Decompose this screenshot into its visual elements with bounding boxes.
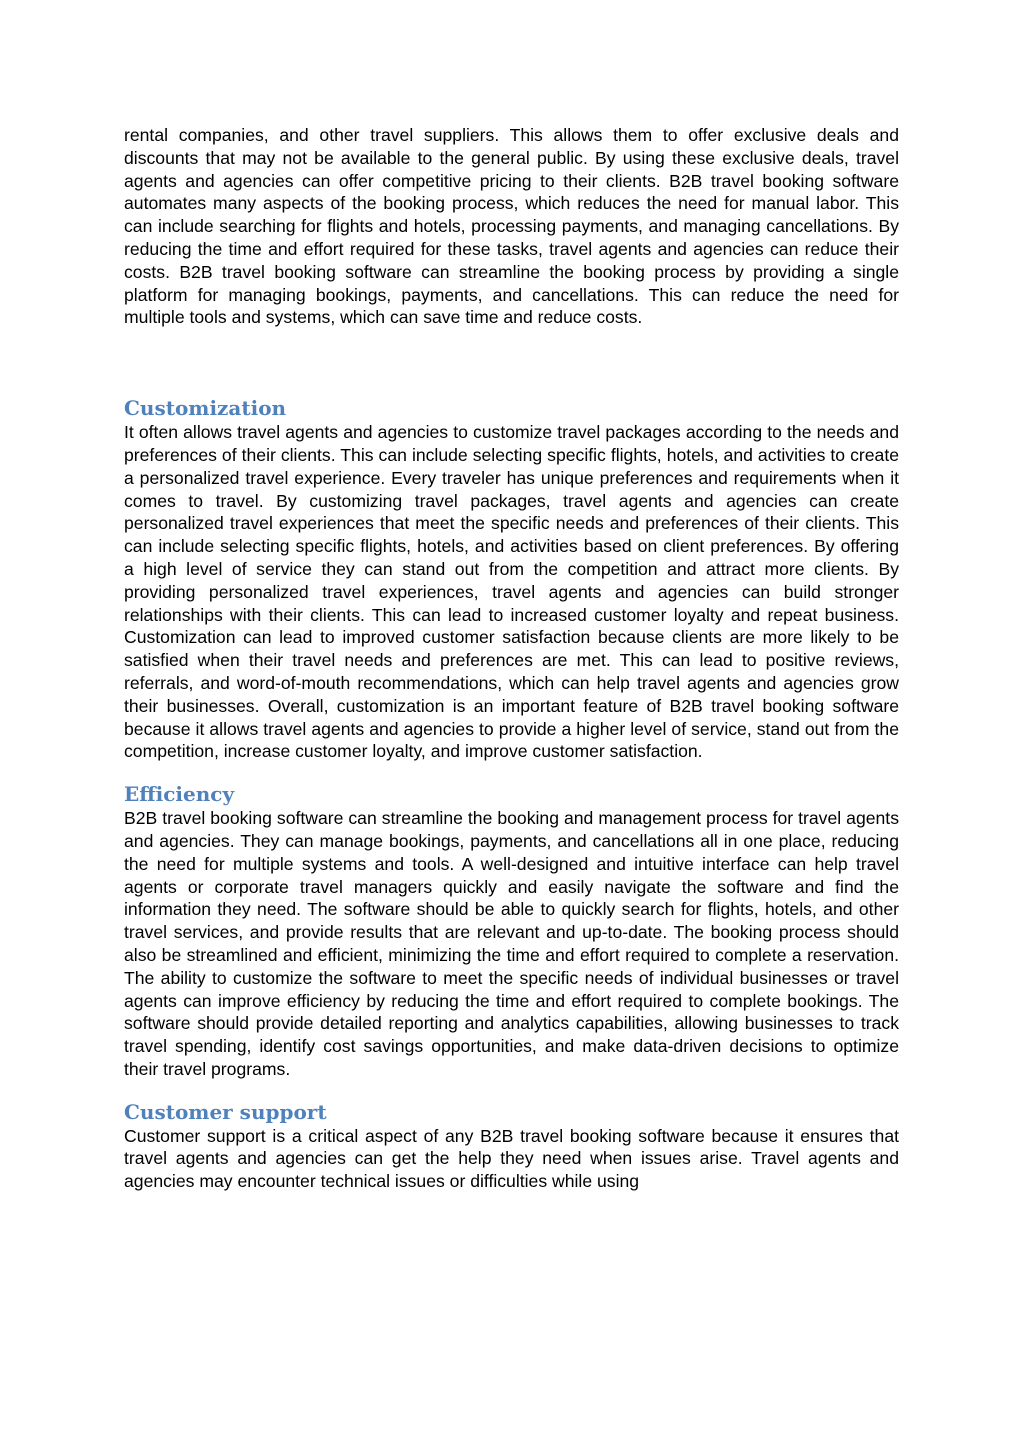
intro-paragraph: rental companies, and other travel suppliers. This allows them to offer exclusive deals and discounts that may not be available to the general public. By using these exclusive deals, travel agents and agencies can offer competitive pricing to their clients. B2B travel booking software automates many aspects of the booking process, which reduces the need for manual labor. This can include searching for flights and hotels, processing payments, and managing cancellations. By reducing the time and effort required for these tasks, travel agents and agencies can reduce their costs. B2B travel booking software can streamline the booking process by providing a single platform for managing bookings, payments, and cancellations. This can reduce the need for multiple tools and systems, which can save time and reduce costs. xyxy=(124,125,899,328)
section-paragraph-customization: It often allows travel agents and agencies to customize travel packages according to the needs and preferences of their clients. This can include selecting specific flights, hotels, and activities to create a personalized travel experience. Every traveler has unique preferences and requirements when it comes to travel. By customizing travel packages, travel agents and agencies can create personalized travel experiences that meet the specific needs and preferences of their clients. This can include selecting specific flights, hotels, and activities based on client preferences. By offering a high level of service they can stand out from the competition and attract more clients. By providing personalized travel experiences, travel agents and agencies can build stronger relationships with their clients. This can lead to increased customer loyalty and repeat business. Customization can lead to improved customer satisfaction because clients are more likely to be satisfied when their travel needs and preferences are met. This can lead to positive reviews, referrals, and word-of-mouth recommendations, which can help travel agents and agencies grow their businesses. Overall, customization is an important feature of B2B travel booking software because it allows travel agents and agencies to provide a higher level of service, stand out from the competition, increase customer loyalty, and improve customer satisfaction. xyxy=(124,422,899,762)
section-customer-support xyxy=(124,1099,899,1193)
section-customization xyxy=(124,395,899,763)
section-heading-customization: Customization xyxy=(124,396,287,421)
document-page xyxy=(124,124,899,1193)
section-paragraph-customer-support: Customer support is a critical aspect of any B2B travel booking software because it ensures that travel agents and agencies can get the help they need when issues arise. Travel agents and agencies may encounter technical issues or difficulties while using xyxy=(124,1125,899,1192)
section-efficiency xyxy=(124,781,899,1081)
section-heading-efficiency: Efficiency xyxy=(124,782,235,807)
section-paragraph-efficiency: B2B travel booking software can streamline the booking and management process for travel agents and agencies. They can manage bookings, payments, and cancellations all in one place, reducing the need for multiple systems and tools. A well-designed and intuitive interface can help travel agents or corporate travel managers quickly and easily navigate the software and find the information they need. The software should be able to quickly search for flights, hotels, and other travel services, and provide results that are relevant and up-to-date. The booking process should also be streamlined and efficient, minimizing the time and effort required to complete a reservation. The ability to customize the software to meet the specific needs of individual businesses or travel agents can improve efficiency by reducing the time and effort required to complete bookings. The software should provide detailed reporting and analytics capabilities, allowing businesses to track travel spending, identify cost savings opportunities, and make data-driven decisions to optimize their travel programs. xyxy=(124,808,899,1079)
section-heading-customer-support: Customer support xyxy=(124,1099,327,1124)
